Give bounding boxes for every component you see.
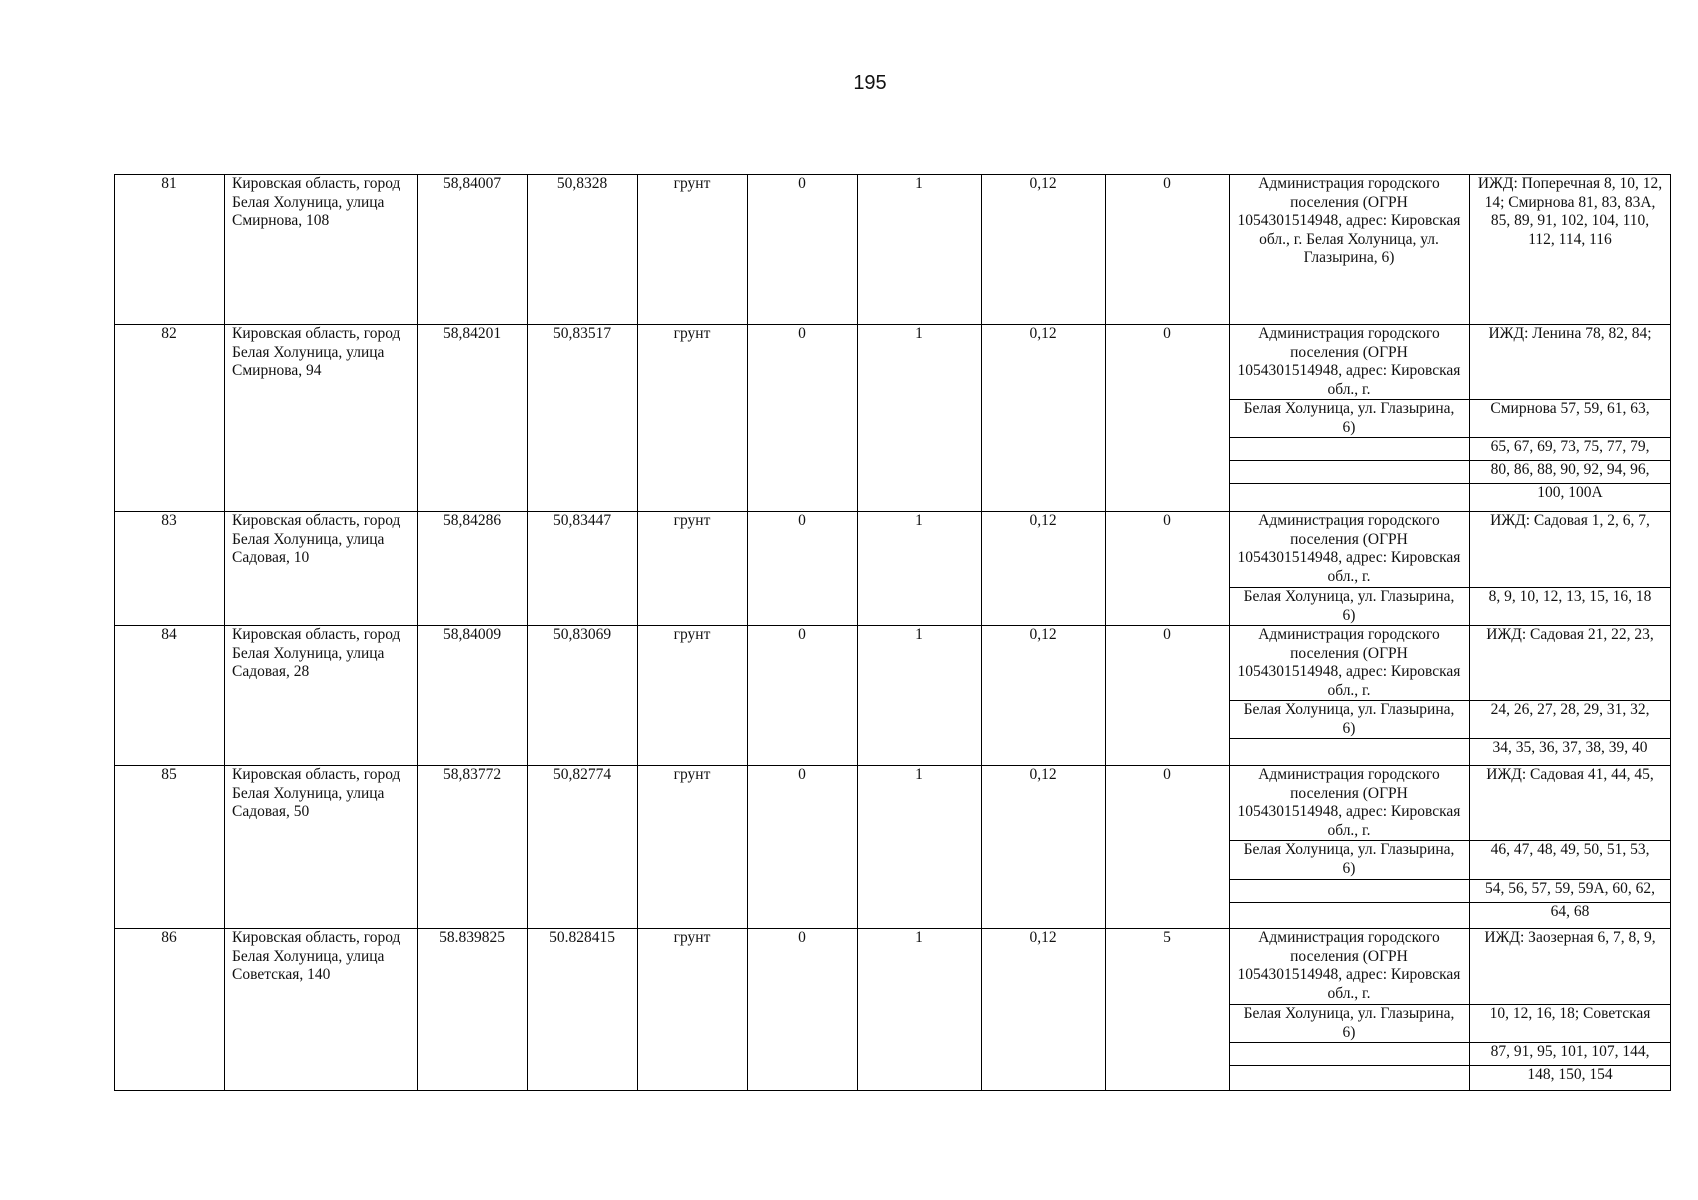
value-cell: 0 xyxy=(1163,175,1171,192)
address-cell: Кировская область, город Белая Холуница, улица Смирнова, 94 xyxy=(232,325,401,379)
address-cell: Кировская область, город Белая Холуница, улица Смирнова, 108 xyxy=(232,175,401,229)
value-cell: 0 xyxy=(798,325,806,342)
latitude-cell: 58,84007 xyxy=(442,175,502,192)
sources-cell: Смирнова 57, 59, 61, 63, xyxy=(1490,400,1650,417)
column-divider xyxy=(637,174,638,1091)
column-divider xyxy=(857,174,858,1091)
value-cell: 1 xyxy=(915,626,923,643)
sources-cell: 34, 35, 36, 37, 38, 39, 40 xyxy=(1492,739,1648,756)
column-divider xyxy=(527,174,528,1091)
owner-cell: Белая Холуница, ул. Глазырина, 6) xyxy=(1243,1005,1455,1041)
value-cell: 1 xyxy=(915,512,923,529)
sources-cell: ИЖД: Поперечная 8, 10, 12, 14; Смирнова 81, 83, 83А, 85, 89, 91, 102, 104, 110, 112, 114, 116 xyxy=(1477,175,1663,248)
sub-row-divider xyxy=(1229,1065,1671,1066)
owner-cell: Администрация городского поселения (ОГРН 1054301514948, адрес: Кировская обл., г. xyxy=(1237,325,1461,398)
row-number: 82 xyxy=(161,325,177,342)
address-cell: Кировская область, город Белая Холуница, улица Садовая, 28 xyxy=(232,626,401,680)
owner-cell xyxy=(1229,902,1469,928)
sources-cell: 65, 67, 69, 73, 75, 77, 79, xyxy=(1490,438,1650,455)
owner-cell: Администрация городского поселения (ОГРН 1054301514948, адрес: Кировская обл., г. xyxy=(1237,766,1461,839)
owner-cell xyxy=(1229,1042,1469,1065)
value-cell: 0 xyxy=(798,766,806,783)
row-divider xyxy=(114,511,1671,512)
column-divider xyxy=(1105,174,1106,1091)
row-divider xyxy=(114,765,1671,766)
owner-cell xyxy=(1229,437,1469,460)
sub-row-divider xyxy=(1229,738,1671,739)
value-cell: 5 xyxy=(1163,929,1171,946)
row-divider xyxy=(114,928,1671,929)
value-cell: 0,12 xyxy=(1029,512,1057,529)
data-table xyxy=(114,174,1671,1091)
sub-row-divider xyxy=(1229,902,1671,903)
value-cell: 0,12 xyxy=(1029,175,1057,192)
sources-cell: ИЖД: Заозерная 6, 7, 8, 9, xyxy=(1484,929,1656,946)
sub-row-divider xyxy=(1229,587,1671,588)
owner-cell: Администрация городского поселения (ОГРН 1054301514948, адрес: Кировская обл., г. Белая Холуница, ул. Глазырина, 6) xyxy=(1237,175,1461,266)
row-number: 85 xyxy=(161,766,177,783)
sub-row-divider xyxy=(1229,437,1671,438)
owner-cell xyxy=(1229,460,1469,483)
latitude-cell: 58,83772 xyxy=(442,766,502,783)
page-number: 195 xyxy=(853,72,887,94)
sub-row-divider xyxy=(1229,1042,1671,1043)
longitude-cell: 50,82774 xyxy=(552,766,612,783)
owner-cell: Администрация городского поселения (ОГРН 1054301514948, адрес: Кировская обл., г. xyxy=(1237,929,1461,1002)
sub-row-divider xyxy=(1229,399,1671,400)
value-cell: 1 xyxy=(915,929,923,946)
latitude-cell: 58.839825 xyxy=(439,929,505,946)
owner-cell: Белая Холуница, ул. Глазырина, 6) xyxy=(1243,841,1455,877)
surface-cell: грунт xyxy=(673,325,711,342)
owner-cell xyxy=(1229,1065,1469,1091)
owner-cell: Белая Холуница, ул. Глазырина, 6) xyxy=(1243,588,1455,624)
value-cell: 0,12 xyxy=(1029,766,1057,783)
column-divider xyxy=(417,174,418,1091)
row-divider xyxy=(114,625,1671,626)
sources-cell: 148, 150, 154 xyxy=(1527,1066,1613,1083)
column-divider xyxy=(1229,174,1230,1091)
value-cell: 1 xyxy=(915,175,923,192)
sources-cell: 8, 9, 10, 12, 13, 15, 16, 18 xyxy=(1488,588,1652,605)
row-number: 81 xyxy=(161,175,177,192)
surface-cell: грунт xyxy=(673,175,711,192)
value-cell: 0 xyxy=(1163,512,1171,529)
address-cell: Кировская область, город Белая Холуница, улица Советская, 140 xyxy=(232,929,401,983)
latitude-cell: 58,84201 xyxy=(442,325,502,342)
owner-cell: Администрация городского поселения (ОГРН 1054301514948, адрес: Кировская обл., г. xyxy=(1237,512,1461,585)
surface-cell: грунт xyxy=(673,929,711,946)
longitude-cell: 50.828415 xyxy=(549,929,615,946)
sub-row-divider xyxy=(1229,879,1671,880)
column-divider xyxy=(1670,174,1671,1091)
owner-cell xyxy=(1229,879,1469,902)
value-cell: 0 xyxy=(798,929,806,946)
value-cell: 0 xyxy=(1163,626,1171,643)
sub-row-divider xyxy=(1229,1004,1671,1005)
sources-cell: 10, 12, 16, 18; Советская xyxy=(1489,1005,1651,1022)
owner-cell: Белая Холуница, ул. Глазырина, 6) xyxy=(1243,701,1455,737)
sub-row-divider xyxy=(1229,700,1671,701)
value-cell: 1 xyxy=(915,325,923,342)
owner-cell: Администрация городского поселения (ОГРН 1054301514948, адрес: Кировская обл., г. xyxy=(1237,626,1461,699)
value-cell: 0 xyxy=(1163,325,1171,342)
column-divider xyxy=(747,174,748,1091)
value-cell: 0 xyxy=(1163,766,1171,783)
sources-cell: 80, 86, 88, 90, 92, 94, 96, xyxy=(1490,461,1650,478)
longitude-cell: 50,8328 xyxy=(556,175,608,192)
row-number: 84 xyxy=(161,626,177,643)
sources-cell: ИЖД: Садовая 1, 2, 6, 7, xyxy=(1490,512,1650,529)
column-divider xyxy=(114,174,115,1091)
column-divider xyxy=(224,174,225,1091)
value-cell: 0 xyxy=(798,175,806,192)
address-cell: Кировская область, город Белая Холуница, улица Садовая, 50 xyxy=(232,766,401,820)
value-cell: 0,12 xyxy=(1029,929,1057,946)
owner-cell xyxy=(1229,483,1469,511)
sources-cell: 24, 26, 27, 28, 29, 31, 32, xyxy=(1490,701,1650,718)
value-cell: 1 xyxy=(915,766,923,783)
row-divider xyxy=(114,324,1671,325)
column-divider xyxy=(981,174,982,1091)
value-cell: 0,12 xyxy=(1029,626,1057,643)
sub-row-divider xyxy=(1229,840,1671,841)
row-number: 83 xyxy=(161,512,177,529)
latitude-cell: 58,84286 xyxy=(442,512,502,529)
value-cell: 0 xyxy=(798,626,806,643)
sub-row-divider xyxy=(1229,483,1671,484)
sources-cell: ИЖД: Садовая 21, 22, 23, xyxy=(1486,626,1654,643)
sources-cell: 54, 56, 57, 59, 59А, 60, 62, xyxy=(1484,880,1656,897)
sources-cell: 100, 100А xyxy=(1537,484,1603,501)
surface-cell: грунт xyxy=(673,512,711,529)
sources-cell: 87, 91, 95, 101, 107, 144, xyxy=(1490,1043,1650,1060)
sub-row-divider xyxy=(1229,460,1671,461)
sources-cell: ИЖД: Садовая 41, 44, 45, xyxy=(1486,766,1654,783)
column-divider xyxy=(1469,174,1470,1091)
row-number: 86 xyxy=(161,929,177,946)
sources-cell: ИЖД: Ленина 78, 82, 84; xyxy=(1488,325,1652,342)
sources-cell: 46, 47, 48, 49, 50, 51, 53, xyxy=(1490,841,1650,858)
value-cell: 0 xyxy=(798,512,806,529)
surface-cell: грунт xyxy=(673,766,711,783)
sources-cell: 64, 68 xyxy=(1550,903,1590,920)
longitude-cell: 50,83517 xyxy=(552,325,612,342)
value-cell: 0,12 xyxy=(1029,325,1057,342)
surface-cell: грунт xyxy=(673,626,711,643)
longitude-cell: 50,83069 xyxy=(552,626,612,643)
row-divider xyxy=(114,1090,1671,1091)
owner-cell: Белая Холуница, ул. Глазырина, 6) xyxy=(1243,400,1455,436)
owner-cell xyxy=(1229,738,1469,765)
longitude-cell: 50,83447 xyxy=(552,512,612,529)
latitude-cell: 58,84009 xyxy=(442,626,502,643)
address-cell: Кировская область, город Белая Холуница, улица Садовая, 10 xyxy=(232,512,401,566)
row-divider xyxy=(114,174,1671,175)
